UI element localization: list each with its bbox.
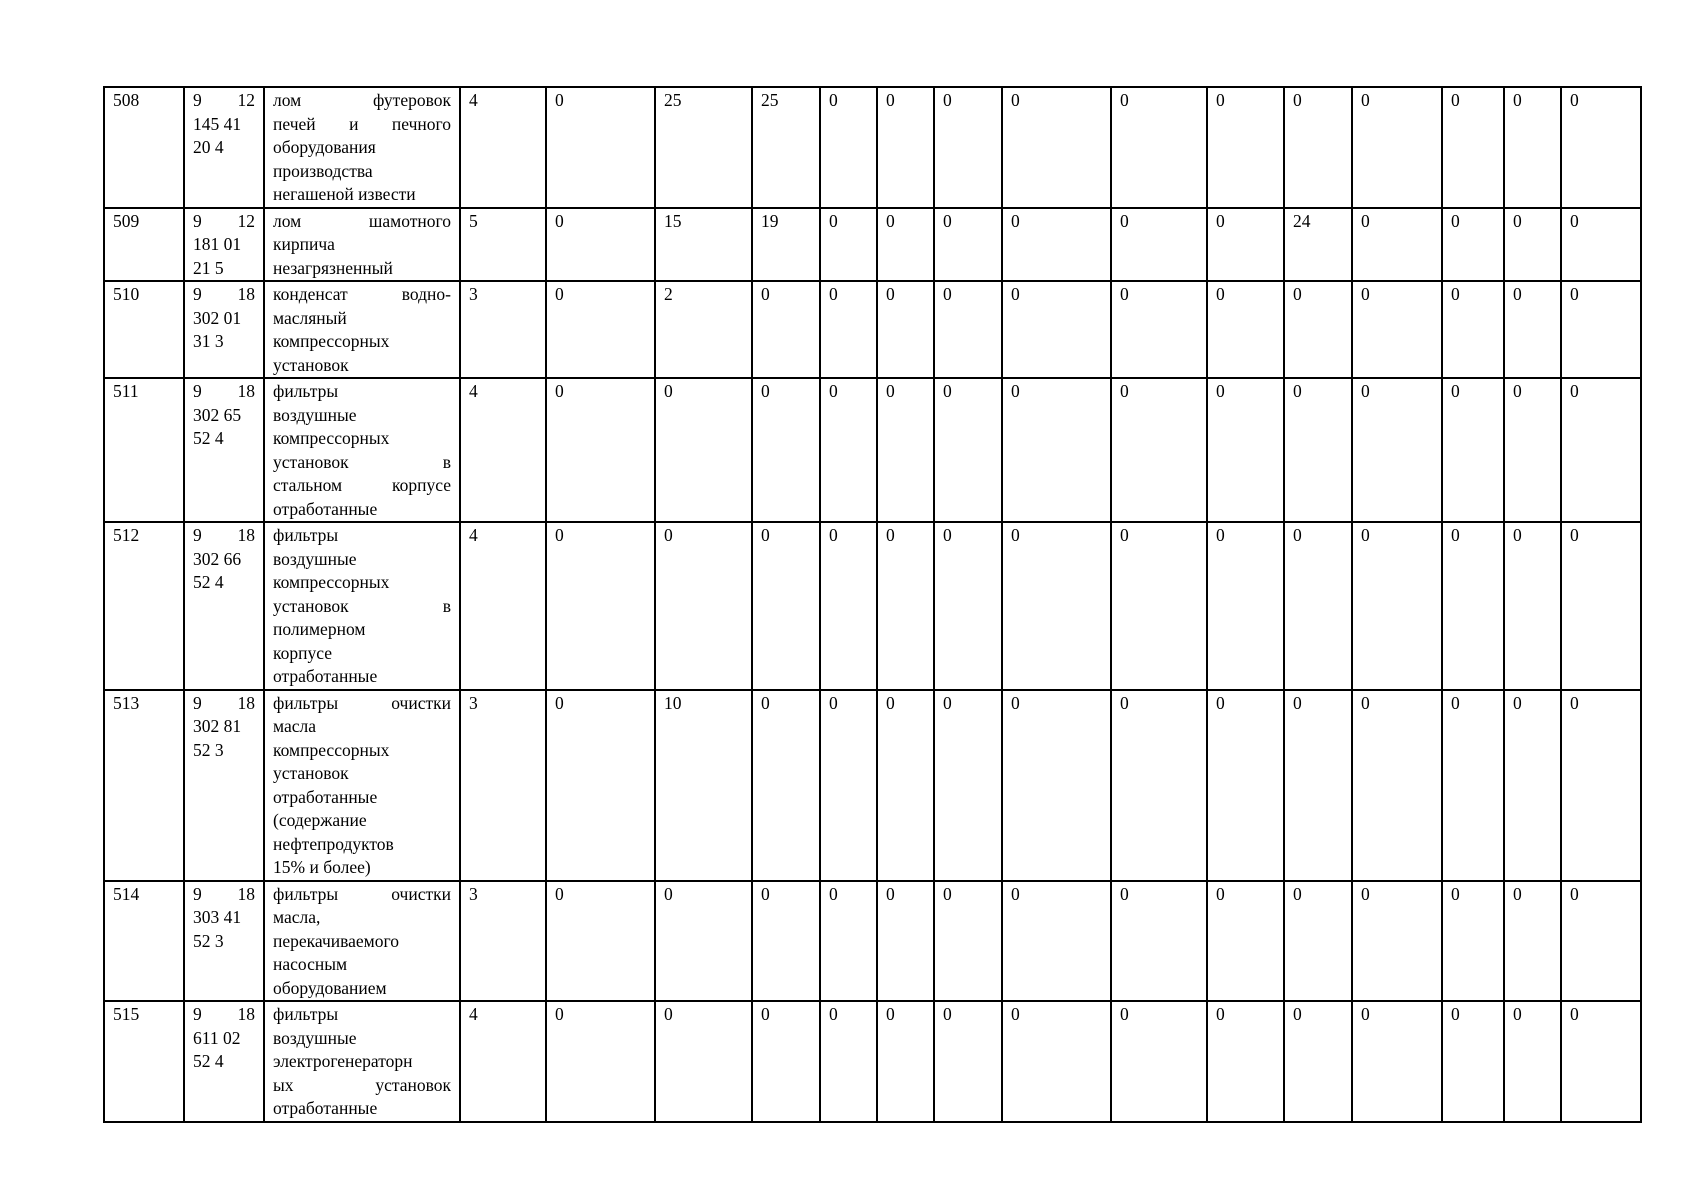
code-line: 9 12 bbox=[193, 210, 255, 231]
name-line: стальном корпусе bbox=[273, 475, 451, 495]
code-line: 9 18 bbox=[193, 1004, 255, 1024]
name-line: фильтры bbox=[273, 1004, 339, 1024]
value-cell: 0 bbox=[1207, 378, 1284, 522]
name-line: полимерном bbox=[273, 619, 366, 639]
value-cell: 0 bbox=[877, 281, 934, 378]
value-cell: 0 bbox=[934, 378, 1002, 522]
value-cell: 19 bbox=[752, 208, 820, 282]
code-line: 52 4 bbox=[193, 1051, 224, 1071]
waste-name-cell bbox=[264, 522, 460, 690]
row-number-cell: 511 bbox=[104, 378, 184, 522]
table-row bbox=[104, 522, 1641, 690]
code-line: 31 3 bbox=[193, 331, 224, 351]
name-line: нефтепродуктов bbox=[273, 833, 394, 854]
value-cell: 0 bbox=[1352, 208, 1442, 282]
name-line: производства bbox=[273, 160, 373, 181]
value-cell: 0 bbox=[820, 281, 877, 378]
waste-name-cell bbox=[264, 881, 460, 1002]
code-line: 52 4 bbox=[193, 572, 224, 592]
value-cell: 0 bbox=[1207, 281, 1284, 378]
value-cell: 0 bbox=[1442, 378, 1504, 522]
name-line: воздушные bbox=[273, 1027, 357, 1048]
value-cell: 0 bbox=[1352, 690, 1442, 881]
name-line: установок в bbox=[273, 595, 451, 616]
code-line: 52 4 bbox=[193, 428, 224, 448]
value-cell: 0 bbox=[1284, 87, 1352, 208]
name-line: (содержание bbox=[273, 810, 367, 830]
value-cell: 0 bbox=[1111, 281, 1207, 378]
row-number-cell: 515 bbox=[104, 1001, 184, 1122]
value-cell: 15 bbox=[655, 208, 752, 282]
name-line: кирпича bbox=[273, 234, 335, 254]
value-cell: 0 bbox=[877, 208, 934, 282]
value-cell: 24 bbox=[1284, 208, 1352, 282]
code-line: 9 18 bbox=[193, 883, 255, 904]
name-line: негашеной извести bbox=[273, 184, 416, 204]
value-cell: 0 bbox=[934, 522, 1002, 690]
waste-name-cell bbox=[264, 378, 460, 522]
value-cell: 0 bbox=[1284, 522, 1352, 690]
value-cell: 0 bbox=[1002, 522, 1111, 690]
code-line: 9 18 bbox=[193, 692, 255, 713]
name-line: масляный bbox=[273, 307, 347, 328]
value-cell: 0 bbox=[1352, 378, 1442, 522]
value-cell: 0 bbox=[820, 1001, 877, 1122]
name-line: электрогенераторн bbox=[273, 1051, 413, 1071]
name-line: незагрязненный bbox=[273, 257, 393, 278]
value-cell: 0 bbox=[1561, 208, 1641, 282]
value-cell: 0 bbox=[1207, 522, 1284, 690]
value-cell: 0 bbox=[655, 378, 752, 522]
code-line: 302 81 bbox=[193, 716, 242, 736]
name-line: фильтры очистки bbox=[273, 883, 451, 904]
name-line: ых установок bbox=[273, 1074, 451, 1095]
waste-name-cell bbox=[264, 87, 460, 208]
fkko-code-cell bbox=[184, 690, 264, 881]
value-cell: 0 bbox=[752, 281, 820, 378]
table-row bbox=[104, 690, 1641, 881]
table-row bbox=[104, 87, 1641, 208]
value-cell: 0 bbox=[1002, 1001, 1111, 1122]
code-line: 145 41 bbox=[193, 113, 242, 134]
value-cell: 4 bbox=[460, 378, 546, 522]
value-cell: 3 bbox=[460, 690, 546, 881]
value-cell: 0 bbox=[1352, 281, 1442, 378]
value-cell: 25 bbox=[752, 87, 820, 208]
value-cell: 0 bbox=[934, 208, 1002, 282]
value-cell: 0 bbox=[1442, 281, 1504, 378]
fkko-code-cell bbox=[184, 378, 264, 522]
code-line: 302 65 bbox=[193, 404, 242, 425]
value-cell: 0 bbox=[877, 690, 934, 881]
code-line: 21 5 bbox=[193, 257, 224, 278]
name-line: компрессорных bbox=[273, 572, 390, 592]
waste-name-cell bbox=[264, 690, 460, 881]
value-cell: 0 bbox=[546, 208, 655, 282]
value-cell: 0 bbox=[1561, 378, 1641, 522]
name-line: воздушные bbox=[273, 548, 357, 569]
value-cell: 0 bbox=[1442, 522, 1504, 690]
table-row bbox=[104, 208, 1641, 282]
row-number-cell: 513 bbox=[104, 690, 184, 881]
fkko-code-cell bbox=[184, 1001, 264, 1122]
value-cell: 0 bbox=[1561, 881, 1641, 1002]
value-cell: 0 bbox=[877, 522, 934, 690]
value-cell: 0 bbox=[1207, 881, 1284, 1002]
value-cell: 0 bbox=[934, 1001, 1002, 1122]
name-line: оборудованием bbox=[273, 977, 387, 998]
name-line: компрессорных bbox=[273, 331, 390, 351]
code-line: 9 12 bbox=[193, 90, 255, 110]
table-row bbox=[104, 881, 1641, 1002]
value-cell: 0 bbox=[1284, 281, 1352, 378]
table-body bbox=[104, 87, 1641, 1122]
value-cell: 0 bbox=[1002, 87, 1111, 208]
value-cell: 0 bbox=[934, 690, 1002, 881]
fkko-code-cell bbox=[184, 881, 264, 1002]
value-cell: 0 bbox=[1111, 378, 1207, 522]
value-cell: 0 bbox=[1111, 522, 1207, 690]
name-line: лом шамотного bbox=[273, 210, 451, 231]
waste-name-cell bbox=[264, 281, 460, 378]
fkko-code-cell bbox=[184, 281, 264, 378]
name-line: отработанные bbox=[273, 1098, 378, 1118]
name-line: установок bbox=[273, 763, 349, 783]
name-line: масла, bbox=[273, 907, 321, 927]
value-cell: 0 bbox=[546, 1001, 655, 1122]
name-line: отработанные bbox=[273, 786, 378, 807]
value-cell: 3 bbox=[460, 881, 546, 1002]
value-cell: 0 bbox=[1504, 690, 1561, 881]
value-cell: 0 bbox=[1352, 87, 1442, 208]
value-cell: 0 bbox=[1504, 208, 1561, 282]
value-cell: 0 bbox=[1504, 87, 1561, 208]
row-number-cell: 514 bbox=[104, 881, 184, 1002]
value-cell: 0 bbox=[1002, 881, 1111, 1002]
value-cell: 0 bbox=[1504, 522, 1561, 690]
value-cell: 0 bbox=[820, 522, 877, 690]
name-line: фильтры bbox=[273, 381, 339, 401]
value-cell: 0 bbox=[752, 881, 820, 1002]
value-cell: 0 bbox=[1284, 881, 1352, 1002]
value-cell: 0 bbox=[752, 378, 820, 522]
value-cell: 0 bbox=[1207, 208, 1284, 282]
value-cell: 0 bbox=[1504, 1001, 1561, 1122]
table-row bbox=[104, 281, 1641, 378]
code-line: 20 4 bbox=[193, 137, 224, 157]
value-cell: 0 bbox=[1442, 1001, 1504, 1122]
value-cell: 0 bbox=[877, 881, 934, 1002]
value-cell: 0 bbox=[752, 1001, 820, 1122]
value-cell: 0 bbox=[1284, 690, 1352, 881]
value-cell: 0 bbox=[655, 522, 752, 690]
value-cell: 0 bbox=[1111, 881, 1207, 1002]
name-line: установок bbox=[273, 354, 349, 375]
value-cell: 0 bbox=[655, 1001, 752, 1122]
value-cell: 0 bbox=[1002, 690, 1111, 881]
value-cell: 0 bbox=[934, 881, 1002, 1002]
value-cell: 0 bbox=[1207, 1001, 1284, 1122]
name-line: оборудования bbox=[273, 137, 376, 157]
fkko-code-cell bbox=[184, 522, 264, 690]
value-cell: 0 bbox=[820, 208, 877, 282]
name-line: установок в bbox=[273, 451, 451, 472]
value-cell: 0 bbox=[934, 281, 1002, 378]
code-line: 9 18 bbox=[193, 284, 255, 304]
value-cell: 0 bbox=[877, 87, 934, 208]
value-cell: 0 bbox=[1352, 881, 1442, 1002]
row-number-cell: 509 bbox=[104, 208, 184, 282]
value-cell: 0 bbox=[1111, 208, 1207, 282]
value-cell: 0 bbox=[1561, 690, 1641, 881]
value-cell: 0 bbox=[1442, 690, 1504, 881]
code-line: 52 3 bbox=[193, 739, 224, 760]
name-line: корпусе bbox=[273, 642, 332, 663]
code-line: 302 01 bbox=[193, 307, 242, 328]
value-cell: 0 bbox=[820, 87, 877, 208]
value-cell: 0 bbox=[546, 87, 655, 208]
row-number-cell: 508 bbox=[104, 87, 184, 208]
name-line: масла bbox=[273, 716, 316, 736]
value-cell: 0 bbox=[1207, 690, 1284, 881]
value-cell: 10 bbox=[655, 690, 752, 881]
value-cell: 0 bbox=[1002, 378, 1111, 522]
name-line: конденсат водно- bbox=[273, 284, 451, 304]
value-cell: 0 bbox=[546, 522, 655, 690]
name-line: печей и печного bbox=[273, 113, 451, 134]
code-line: 302 66 bbox=[193, 548, 242, 569]
row-number-cell: 510 bbox=[104, 281, 184, 378]
value-cell: 0 bbox=[877, 378, 934, 522]
value-cell: 2 bbox=[655, 281, 752, 378]
value-cell: 0 bbox=[655, 881, 752, 1002]
code-line: 52 3 bbox=[193, 930, 224, 951]
value-cell: 0 bbox=[1284, 1001, 1352, 1122]
value-cell: 0 bbox=[1111, 87, 1207, 208]
waste-name-cell bbox=[264, 1001, 460, 1122]
table-row bbox=[104, 378, 1641, 522]
value-cell: 0 bbox=[1442, 881, 1504, 1002]
row-number-cell: 512 bbox=[104, 522, 184, 690]
value-cell: 0 bbox=[546, 378, 655, 522]
code-line: 611 02 bbox=[193, 1027, 241, 1048]
value-cell: 4 bbox=[460, 1001, 546, 1122]
value-cell: 0 bbox=[1207, 87, 1284, 208]
value-cell: 0 bbox=[934, 87, 1002, 208]
value-cell: 0 bbox=[1561, 281, 1641, 378]
value-cell: 0 bbox=[1111, 1001, 1207, 1122]
code-line: 9 18 bbox=[193, 525, 255, 545]
value-cell: 0 bbox=[877, 1001, 934, 1122]
name-line: фильтры bbox=[273, 525, 339, 545]
name-line: фильтры очистки bbox=[273, 692, 451, 713]
code-line: 181 01 bbox=[193, 234, 242, 254]
code-line: 303 41 bbox=[193, 907, 242, 927]
waste-table bbox=[103, 86, 1642, 1123]
value-cell: 0 bbox=[1442, 208, 1504, 282]
value-cell: 3 bbox=[460, 281, 546, 378]
value-cell: 0 bbox=[752, 522, 820, 690]
value-cell: 0 bbox=[1002, 208, 1111, 282]
name-line: компрессорных bbox=[273, 739, 390, 760]
value-cell: 0 bbox=[1561, 522, 1641, 690]
value-cell: 4 bbox=[460, 522, 546, 690]
value-cell: 0 bbox=[1352, 522, 1442, 690]
value-cell: 0 bbox=[1561, 1001, 1641, 1122]
name-line: перекачиваемого bbox=[273, 930, 400, 951]
name-line: отработанные bbox=[273, 666, 378, 686]
name-line: лом футеровок bbox=[273, 90, 451, 110]
waste-name-cell bbox=[264, 208, 460, 282]
value-cell: 0 bbox=[1504, 378, 1561, 522]
value-cell: 0 bbox=[1284, 378, 1352, 522]
name-line: отработанные bbox=[273, 498, 378, 519]
name-line: компрессорных bbox=[273, 428, 390, 448]
value-cell: 0 bbox=[546, 281, 655, 378]
code-line: 9 18 bbox=[193, 381, 255, 401]
value-cell: 0 bbox=[1504, 281, 1561, 378]
value-cell: 25 bbox=[655, 87, 752, 208]
fkko-code-cell bbox=[184, 87, 264, 208]
value-cell: 4 bbox=[460, 87, 546, 208]
name-line: воздушные bbox=[273, 404, 357, 425]
name-line: 15% и более) bbox=[273, 857, 371, 877]
value-cell: 0 bbox=[546, 881, 655, 1002]
value-cell: 0 bbox=[1002, 281, 1111, 378]
value-cell: 0 bbox=[1561, 87, 1641, 208]
value-cell: 0 bbox=[752, 690, 820, 881]
fkko-code-cell bbox=[184, 208, 264, 282]
table-row bbox=[104, 1001, 1641, 1122]
value-cell: 0 bbox=[820, 690, 877, 881]
value-cell: 0 bbox=[546, 690, 655, 881]
value-cell: 0 bbox=[1111, 690, 1207, 881]
name-line: насосным bbox=[273, 954, 348, 974]
value-cell: 0 bbox=[820, 881, 877, 1002]
value-cell: 5 bbox=[460, 208, 546, 282]
value-cell: 0 bbox=[1442, 87, 1504, 208]
value-cell: 0 bbox=[820, 378, 877, 522]
value-cell: 0 bbox=[1504, 881, 1561, 1002]
value-cell: 0 bbox=[1352, 1001, 1442, 1122]
